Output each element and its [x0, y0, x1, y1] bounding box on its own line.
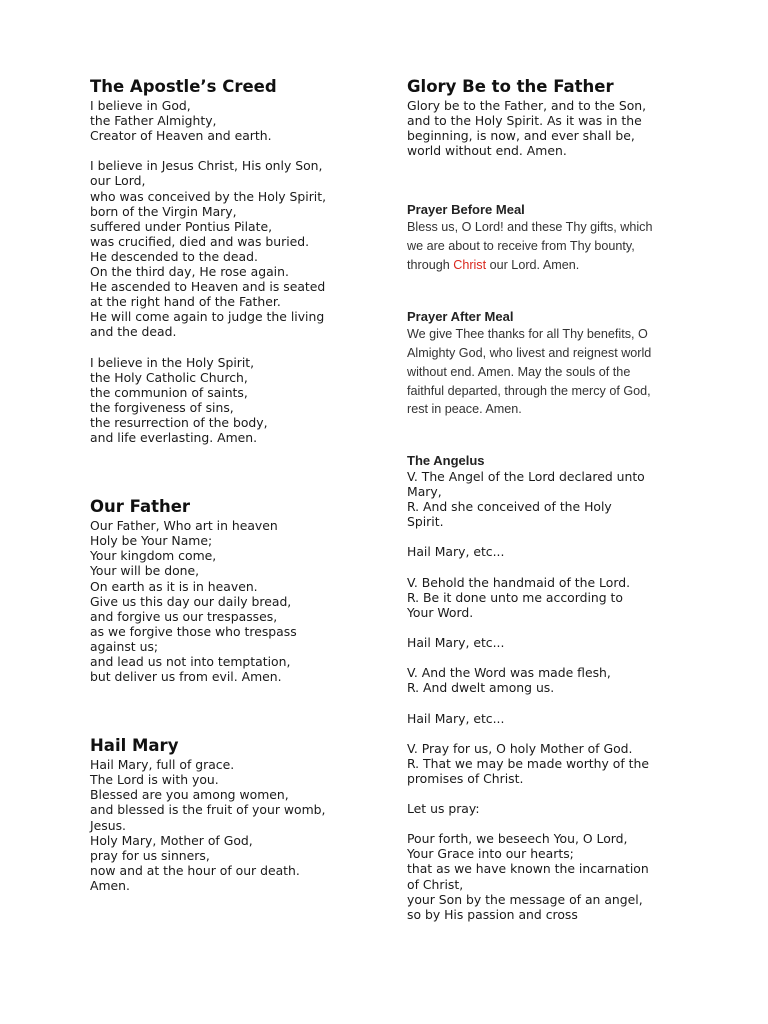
- our-father-line: against us;: [90, 638, 159, 654]
- hail-mary-title: Hail Mary: [90, 736, 179, 756]
- before-meal-text: through: [407, 257, 454, 272]
- prayer-after-meal-section: [407, 308, 707, 419]
- creed-line: suffered under Pontius Pilate,: [90, 218, 273, 234]
- prayer-before-meal-title: Prayer Before Meal: [407, 202, 525, 218]
- our-father-line: Holy be Your Name;: [90, 533, 213, 549]
- our-father-title: Our Father: [90, 497, 191, 517]
- angelus-line: Hail Mary, etc...: [407, 635, 505, 651]
- creed-line: the resurrection of the body,: [90, 414, 268, 430]
- our-father-line: Your kingdom come,: [90, 548, 217, 564]
- angelus-line: Pour forth, we beseech You, O Lord,: [407, 831, 628, 847]
- angelus-line: Hail Mary, etc...: [407, 544, 505, 560]
- creed-line: and life everlasting. Amen.: [90, 430, 258, 446]
- angelus-section: [407, 452, 707, 922]
- creed-line: the communion of saints,: [90, 384, 248, 400]
- angelus-line: Your Grace into our hearts;: [407, 846, 574, 862]
- hail-mary-line: Hail Mary, full of grace.: [90, 757, 235, 773]
- creed-line: Creator of Heaven and earth.: [90, 128, 272, 144]
- hail-mary-line: The Lord is with you.: [90, 772, 219, 788]
- hail-mary-section: [90, 735, 370, 893]
- angelus-line: so by His passion and cross: [407, 906, 578, 922]
- creed-line: who was conceived by the Holy Spirit,: [90, 188, 327, 204]
- angelus-line: your Son by the message of an angel,: [407, 891, 643, 907]
- left-column: [90, 76, 370, 893]
- angelus-title: The Angelus: [407, 453, 485, 468]
- apostles-creed-body: [90, 98, 370, 445]
- apostles-creed-title: The Apostle’s Creed: [90, 77, 277, 96]
- our-father-line: Give us this day our daily bread,: [90, 593, 292, 609]
- before-meal-line: Bless us, O Lord! and these Thy gifts, which: [407, 220, 653, 235]
- our-father-line: and lead us not into temptation,: [90, 654, 291, 669]
- angelus-line: that as we have known the incarnation: [407, 861, 649, 877]
- before-meal-line: we are about to receive from Thy bounty,: [407, 239, 635, 254]
- hail-mary-line: Jesus.: [90, 817, 126, 833]
- glory-be-title: Glory Be to the Father: [407, 77, 614, 96]
- right-column: [407, 76, 707, 922]
- prayer-after-meal-title: Prayer After Meal: [407, 309, 514, 325]
- creed-line: the Holy Catholic Church,: [90, 369, 248, 385]
- creed-line: He ascended to Heaven and is seated: [90, 279, 326, 295]
- prayer-before-meal-body: [407, 218, 707, 274]
- prayer-before-meal-section: [407, 201, 707, 274]
- christ-highlight: Christ: [453, 257, 487, 272]
- our-father-line: but deliver us from evil. Amen.: [90, 669, 282, 685]
- creed-line: I believe in the Holy Spirit,: [90, 354, 255, 370]
- glory-be-line: beginning, is now, and ever shall be,: [407, 128, 635, 144]
- angelus-line: R. Be it done unto me according to: [407, 589, 624, 605]
- creed-line: On the third day, He rose again.: [90, 264, 289, 280]
- creed-line: and the dead.: [90, 324, 177, 340]
- prayer-after-meal-body: [407, 325, 707, 419]
- glory-be-line: Glory be to the Father, and to the Son,: [407, 98, 647, 113]
- glory-be-line: and to the Holy Spirit. As it was in the: [407, 113, 642, 129]
- angelus-line: V. And the Word was made flesh,: [407, 665, 611, 681]
- before-meal-text: our Lord. Amen.: [486, 257, 580, 272]
- creed-line: at the right hand of the Father.: [90, 294, 281, 310]
- our-father-section: [90, 496, 370, 684]
- creed-line: the forgiveness of sins,: [90, 399, 234, 415]
- angelus-line: of Christ,: [407, 876, 464, 892]
- angelus-line: V. Behold the handmaid of the Lord.: [407, 574, 631, 590]
- our-father-line: Our Father, Who art in heaven: [90, 518, 278, 534]
- glory-be-body: [407, 98, 707, 158]
- our-father-line: Your will be done,: [90, 563, 200, 579]
- after-meal-line: faithful departed, through the mercy of God,: [407, 383, 651, 398]
- hail-mary-line: Amen.: [90, 877, 130, 893]
- angelus-line: R. And she conceived of the Holy: [407, 499, 612, 515]
- hail-mary-line: pray for us sinners,: [90, 847, 210, 863]
- glory-be-line: world without end. Amen.: [407, 143, 567, 159]
- angelus-body: [407, 469, 707, 922]
- apostles-creed-section: [90, 76, 370, 445]
- after-meal-line: rest in peace. Amen.: [407, 402, 522, 417]
- before-meal-line: [407, 256, 707, 275]
- our-father-body: [90, 518, 370, 684]
- angelus-line: V. Pray for us, O holy Mother of God.: [407, 740, 633, 756]
- angelus-line: V. The Angel of the Lord declared unto: [407, 469, 645, 484]
- angelus-line: R. And dwelt among us.: [407, 680, 555, 696]
- angelus-line: Your Word.: [407, 604, 474, 620]
- angelus-line: Spirit.: [407, 514, 444, 530]
- creed-line: I believe in God,: [90, 98, 191, 113]
- creed-line: our Lord,: [90, 173, 146, 189]
- hail-mary-line: Holy Mary, Mother of God,: [90, 832, 253, 848]
- creed-line: He will come again to judge the living: [90, 309, 325, 325]
- after-meal-line: Almighty God, who livest and reignest world: [407, 346, 652, 361]
- angelus-line: Hail Mary, etc...: [407, 710, 505, 726]
- our-father-line: On earth as it is in heaven.: [90, 578, 258, 594]
- hail-mary-line: now and at the hour of our death.: [90, 862, 300, 878]
- our-father-line: and forgive us our trespasses,: [90, 608, 278, 624]
- creed-line: the Father Almighty,: [90, 113, 217, 129]
- hail-mary-body: [90, 757, 370, 893]
- angelus-line: Let us pray:: [407, 801, 480, 817]
- creed-line: born of the Virgin Mary,: [90, 203, 237, 219]
- glory-be-section: [407, 76, 707, 158]
- creed-line: was crucified, died and was buried.: [90, 233, 310, 249]
- our-father-line: as we forgive those who trespass: [90, 623, 297, 639]
- angelus-line: R. That we may be made worthy of the: [407, 755, 650, 771]
- angelus-line: Mary,: [407, 484, 442, 500]
- after-meal-line: We give Thee thanks for all Thy benefits, O: [407, 327, 648, 342]
- hail-mary-line: and blessed is the fruit of your womb,: [90, 802, 326, 818]
- after-meal-line: without end. Amen. May the souls of the: [407, 364, 631, 379]
- angelus-line: promises of Christ.: [407, 770, 524, 786]
- creed-line: He descended to the dead.: [90, 248, 258, 264]
- creed-line: I believe in Jesus Christ, His only Son,: [90, 158, 323, 174]
- hail-mary-line: Blessed are you among women,: [90, 787, 289, 803]
